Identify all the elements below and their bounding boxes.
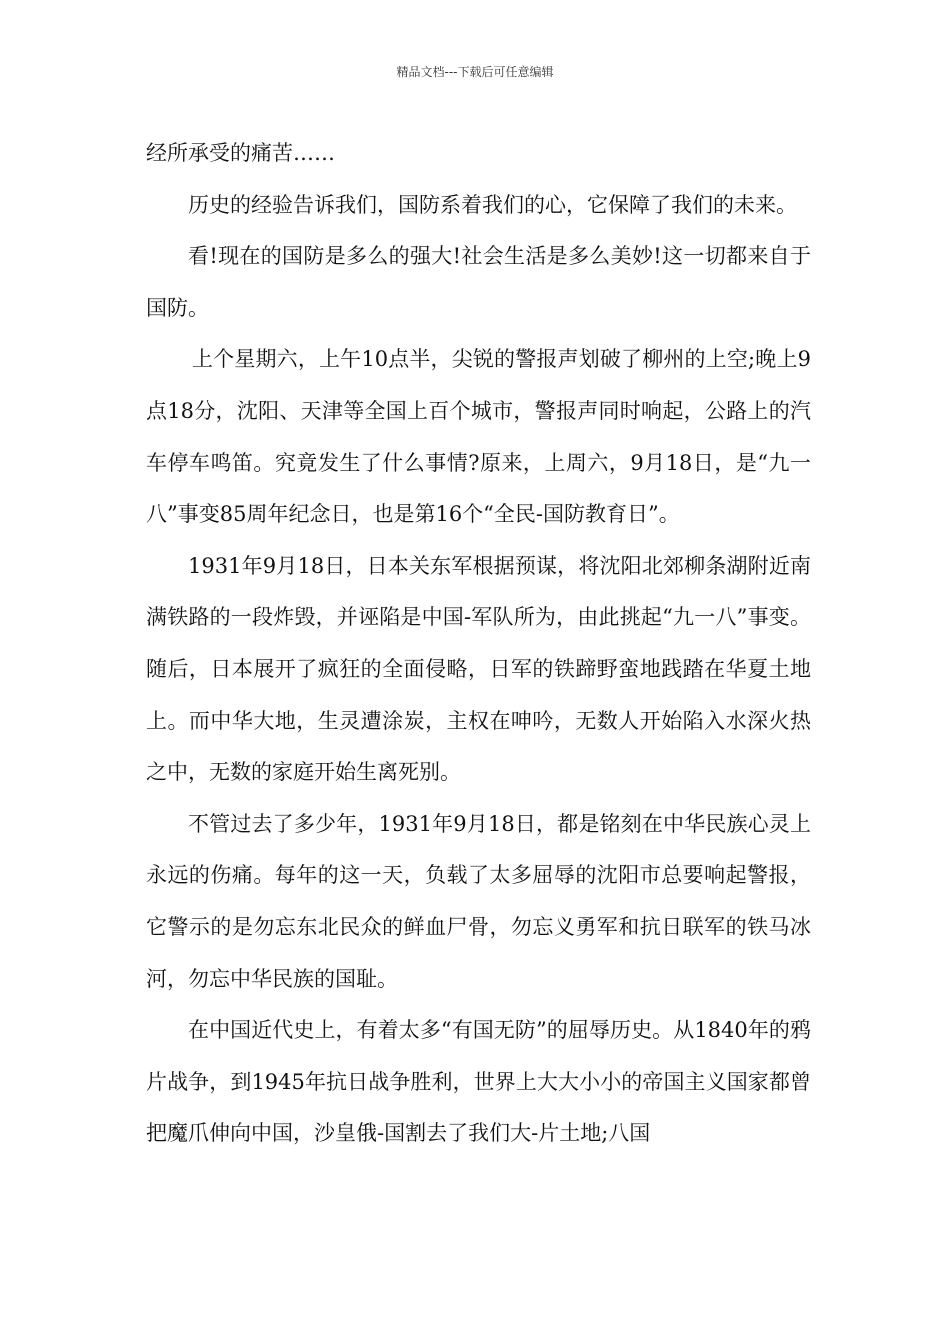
paragraph-never-forget: 不管过去了多少年，1931年9月18日，都是铭刻在中华民族心灵上永远的伤痛。每年的这一天，负载了太多屈辱的沈阳市总要响起警报，它警示的是勿忘东北民众的鲜血尸骨，勿忘义勇军和抗日联军的铁马冰河，勿忘中华民族的国耻。 [146, 811, 811, 991]
paragraph-national-defense-strong: 看!现在的国防是多么的强大!社会生活是多么美妙!这一切都来自于国防。 [146, 244, 811, 320]
paragraph-history-lesson: 历史的经验告诉我们，国防系着我们的心，它保障了我们的未来。 [188, 192, 797, 217]
paragraph-modern-history: 在中国近代史上，有着太多“有国无防”的屈辱历史。从1840年的鸦片战争，到1945年抗日战争胜利，世界上大大小小的帝国主义国家都曾把魔爪伸向中国，沙皇俄-国割去了我们大-片土地;八国 [146, 1018, 811, 1146]
paragraph-1931-incident: 1931年9月18日，日本关东军根据预谋，将沈阳北郊柳条湖附近南满铁路的一段炸毁，并诬陷是中国-军队所为，由此挑起“九一八”事变。随后，日本展开了疯狂的全面侵略，日军的铁蹄野蛮地践踏在华夏土地上。而中华大地，生灵遭涂炭，主权在呻吟，无数人开始陷入水深火热之中，无数的家庭开始生离死别。 [146, 553, 811, 785]
paragraph-last-saturday: 上个星期六，上午10点半，尖锐的警报声划破了柳州的上空;晚上9点18分，沈阳、天津等全国上百个城市，警报声同时响起，公路上的汽车停车鸣笛。究竟发生了什么事情?原来，上周六，9月18日，是“九一八”事变85周年纪念日，也是第16个“全民-国防教育日”。 [146, 347, 811, 527]
document-body [146, 128, 811, 1160]
paragraph-continuation: 经所承受的痛苦…… [146, 141, 335, 165]
page-header: 精品文档---下载后可任意编辑 [396, 65, 554, 79]
